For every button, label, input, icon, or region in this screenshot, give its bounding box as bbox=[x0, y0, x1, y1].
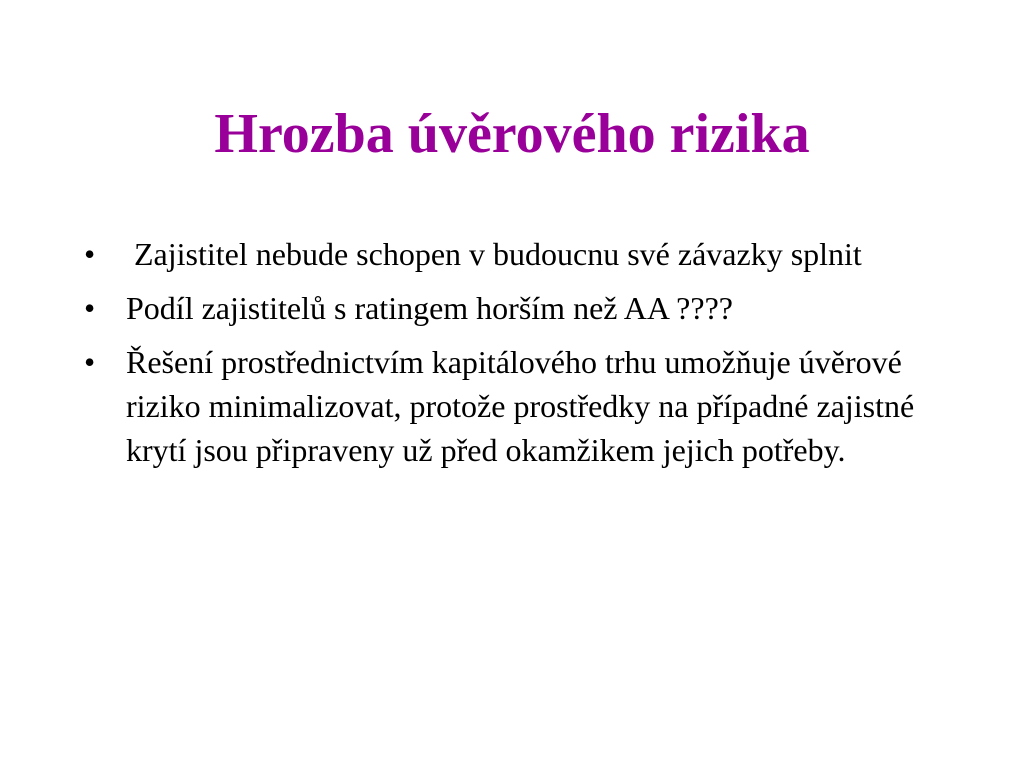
bullet-item bbox=[84, 340, 944, 472]
bullet-item bbox=[84, 232, 944, 276]
bullet-list bbox=[84, 232, 944, 482]
bullet-marker: • bbox=[84, 290, 96, 326]
bullet-text: Zajistitel nebude schopen v budoucnu své závazky splnit bbox=[126, 236, 862, 272]
bullet-item bbox=[84, 286, 944, 330]
bullet-text: Podíl zajistitelů s ratingem horším než AA ???? bbox=[126, 290, 733, 326]
bullet-marker: • bbox=[84, 236, 96, 272]
slide-title: Hrozba úvěrového rizika bbox=[214, 103, 810, 165]
bullet-text: Řešení prostřednictvím kapitálového trhu umožňuje úvěrové riziko minimalizovat, protože prostředky na případné zajistné krytí jsou připraveny už před okamžikem jejich potřeby. bbox=[126, 344, 915, 468]
bullet-marker: • bbox=[84, 344, 96, 380]
